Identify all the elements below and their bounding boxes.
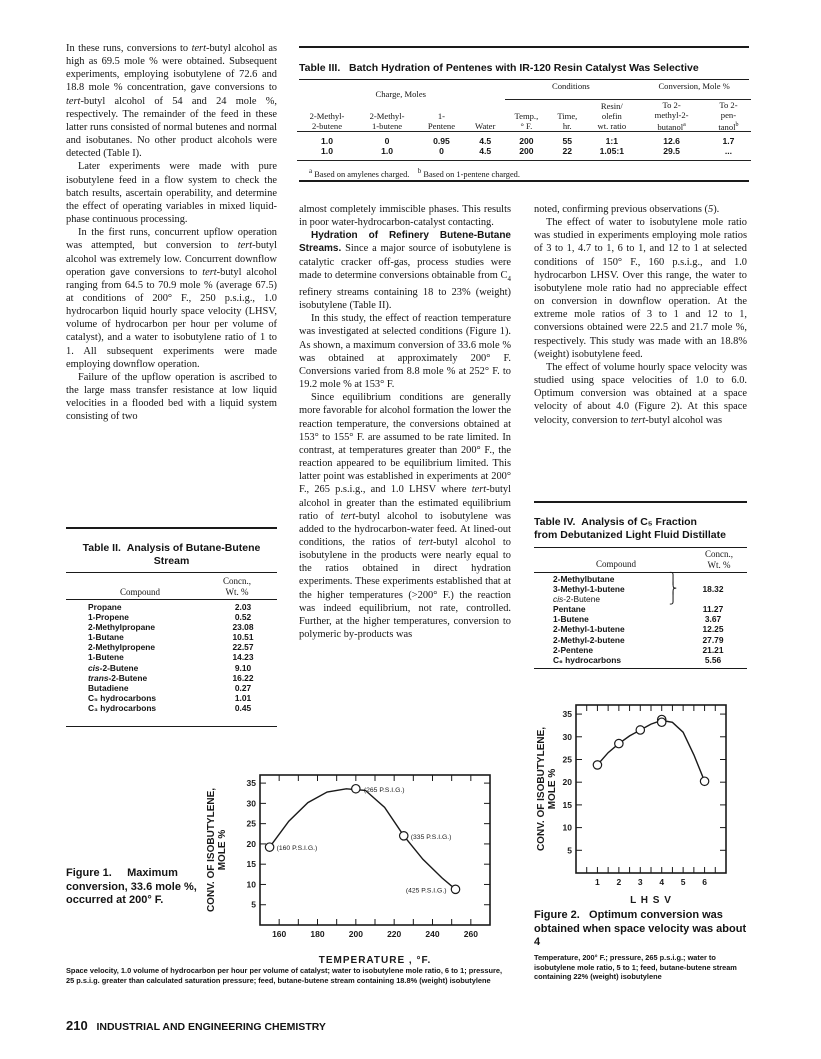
y-tick-label: 5	[251, 899, 256, 910]
data-point	[400, 832, 408, 840]
table3-col-header: To 2- pen- tanol$^b$	[718, 99, 739, 132]
table2-title-rule	[66, 572, 277, 573]
table3-header-row	[297, 99, 751, 132]
table4-top-rule	[534, 501, 747, 503]
compound-name: 1-Propene	[88, 612, 129, 623]
table-row	[553, 635, 743, 645]
series-line	[597, 720, 704, 781]
compound-name: cis-2-Butene	[553, 594, 601, 605]
table3-footnote-a: Based on amylenes charged.	[314, 170, 410, 180]
data-point	[700, 777, 708, 785]
concentration-value: 18.32	[702, 584, 724, 595]
figure2-footnote: Temperature, 200° F.; pressure, 265 p.s.i.g.; water to isobutylene mole ratio, 5 to 1; feed, butane-butene stream containing 22% (weight) isobutylene	[534, 953, 737, 981]
y-axis-label: CONV. OF ISOBUTYLENE,MOLE %	[206, 787, 228, 913]
table-row	[553, 614, 743, 624]
data-point	[265, 843, 273, 851]
table3-group-charge: Charge, Moles	[375, 89, 426, 99]
paragraph: Failure of the upflow operation is ascribed to the large mass transfer resistance at low liquid velocities in a flooded bed with a liquid system consisting of two	[66, 371, 277, 423]
x-tick-label: 6	[702, 877, 707, 887]
table-cell: 55	[562, 136, 573, 147]
figure1-caption	[66, 867, 206, 908]
table-cell: 29.5	[663, 146, 680, 157]
journal-name: INDUSTRIAL AND ENGINEERING CHEMISTRY	[96, 1021, 326, 1033]
table3-col-header: Time, hr.	[557, 111, 578, 132]
paragraph: In these runs, conversions to tert-butyl alcohol as high as 69.5 mole % were obtained. Subsequent experiments, employing isobutylene of 72.6 and 18.8 mole % concentration, gave conversions to tert-butyl alcohol of 54 and 24 mole %, respectively. The remainder of the feed in these latter runs consisted of normal butenes and normal and isobutanes. No other product alcohols were detected (Table I).	[66, 43, 277, 160]
table4-bottom-rule	[534, 668, 747, 669]
figure2-caption-label: Figure 2.	[534, 909, 580, 921]
y-axis-label: CONV. OF ISOBUTYLENE,MOLE %	[536, 726, 558, 852]
x-tick-label: 5	[680, 877, 686, 887]
compound-name: 1-Butane	[88, 632, 124, 643]
x-tick-label: 200	[348, 929, 363, 939]
table-cell: 4.5	[479, 136, 492, 147]
concentration-value: 3.67	[704, 614, 722, 625]
data-label: (335 P.S.I.G.)	[410, 833, 452, 841]
table3-body	[297, 136, 751, 161]
compound-name: Pentane	[553, 604, 586, 615]
table3-group-conversion: Conversion, Mole %	[637, 81, 751, 99]
data-point	[352, 785, 360, 793]
y-tick-label: 10	[562, 822, 572, 833]
concentration-value: 0.27	[234, 682, 252, 693]
paragraph: Since equilibrium conditions are generally more favorable for alcohol formation the lower the reaction temperature, the conversions obtained at 153° to 155° F. are assumed to be rate limited. In contrast, at temperatures greater than 200° F., the reaction appeared to be equilibrium limited. This latter point was established in experiments at 200° F., 265 p.s.i.g., and 1.0 LHSV where tert-butyl alcohol in greater than the estimated equilibrium ratio of tert-butyl alcohol to isobutylene was added to the hydrocarbon-water feed. At lined-out conditions, the ratios of tert-butyl alcohol to isobutylene in the products were nearly equal to the ratios obtained in direct hydration experiments. These experiments established that at the higher temperatures (>200° F.) the reaction was indeed equilibrium, not rate, controlled. Further, at the higher temperatures, conversion to polymeric by-products was	[299, 392, 512, 641]
table-row	[553, 594, 743, 604]
table-cell: 200	[519, 136, 534, 147]
concentration-value: 5.56	[704, 654, 722, 665]
table-row	[88, 632, 268, 642]
x-tick-label: 3	[637, 877, 643, 887]
x-tick-label: 240	[425, 929, 440, 939]
x-axis-label: TEMPERATURE , °F.	[318, 955, 432, 965]
table-cell: 1.0	[381, 146, 394, 157]
y-tick-label: 25	[562, 754, 572, 765]
table-row	[88, 683, 268, 693]
table-row	[553, 655, 743, 665]
figure2-caption	[534, 909, 748, 950]
paragraph: The effect of volume hourly space velocity was studied using space velocities of 1.0 to 6.0. Optimum conversion was obtained at a space velocity of about 4.0 (Figure 2). At this space velocity, conversion to tert-butyl alcohol was	[534, 361, 747, 426]
page-number: 210	[66, 1018, 88, 1033]
table-row	[88, 642, 268, 652]
compound-name: Butadiene	[88, 682, 129, 693]
table-row	[88, 612, 268, 622]
concentration-value: 10.51	[232, 632, 254, 643]
compound-name: 2-Methylbutane	[553, 574, 615, 584]
table-cell: 4.5	[479, 146, 492, 157]
table3-footnote-b: Based on 1-pentene charged.	[423, 170, 520, 180]
table-cell: 1.0	[321, 146, 333, 157]
x-axis-label: L H S V	[630, 895, 672, 906]
compound-name: 2-Pentene	[553, 644, 594, 655]
y-tick-label: 20	[562, 777, 572, 788]
compound-name: C₆ hydrocarbons	[553, 654, 622, 665]
concentration-value: 23.08	[232, 622, 254, 633]
compound-name: trans-2-Butene	[88, 672, 148, 683]
x-tick-label: 260	[463, 929, 478, 939]
compound-name: 2-Methyl-2-butene	[553, 634, 625, 645]
x-tick-label: 220	[387, 929, 402, 939]
concentration-value: 14.23	[232, 652, 254, 663]
table-cell: ...	[724, 146, 733, 157]
table2-bottom-rule	[66, 726, 277, 727]
table3-footnotes: $^a$ Based on amylenes charged. $^b$ Based on 1-pentene charged.	[309, 167, 520, 180]
data-point	[593, 761, 601, 769]
concentration-value: 1.01	[234, 692, 252, 703]
y-tick-label: 35	[562, 709, 572, 720]
table-cell: 1.05:1	[599, 146, 625, 157]
compound-name: C₅ hydrocarbons	[88, 692, 157, 703]
y-tick-label: 35	[246, 778, 256, 789]
table4-title-line2: from Debutanized Light Fluid Distillate	[534, 529, 726, 541]
compound-name: 3-Methyl-1-butene	[553, 584, 625, 595]
table-cell: 1.0	[321, 136, 333, 147]
table3-group-conditions: Conditions	[505, 81, 638, 99]
concentration-value: 12.25	[702, 624, 724, 635]
concentration-value: 16.22	[232, 672, 254, 683]
table3-top-rule	[299, 46, 749, 48]
table-cell: 1:1	[605, 136, 619, 147]
y-tick-label: 25	[246, 818, 256, 829]
compound-name: Propane	[88, 602, 122, 612]
table-cell: 22	[562, 146, 573, 157]
data-point	[451, 885, 459, 893]
data-label: (425 P.S.I.G.)	[405, 887, 447, 895]
y-tick-label: 15	[562, 799, 572, 810]
table3-col-header: 2-Methyl- 2-butene	[309, 111, 345, 132]
table4-col-conc: Concn., Wt. %	[705, 549, 733, 570]
table-row	[88, 693, 268, 703]
table2-col-compound: Compound	[119, 587, 160, 597]
table-row	[88, 652, 268, 662]
table-row	[297, 136, 751, 146]
data-point	[658, 718, 666, 726]
table2-header-rule	[66, 599, 277, 600]
table3	[297, 81, 751, 179]
table3-col-header: 1- Pentene	[427, 111, 456, 132]
table3-bottom-rule	[299, 180, 749, 182]
concentration-value: 11.27	[702, 604, 724, 615]
figure1-caption-text: Maximum conversion, 33.6 mole %, occurred at 200° F.	[66, 867, 197, 906]
table-row	[297, 146, 751, 156]
table-cell: 200	[519, 146, 534, 157]
brace-mark: ⎬	[669, 583, 678, 596]
table-row	[553, 624, 743, 634]
paragraph: almost completely immiscible phases. This results in poor water-hydrocarbon-catalyst contacting.	[299, 204, 511, 229]
figure1-caption-label: Figure 1.	[66, 867, 112, 879]
concentration-value: 0.45	[234, 702, 252, 713]
compound-name: 1-Butene	[88, 652, 124, 663]
paragraph: The effect of water to isobutylene mole ratio was studied in experiments employing mole ratios of 3 to 1, 4.7 to 1, 6 to 1, and 12 to 1 at selected conditions of 150° F., 160 p.s.i.g., and 1.0 hydrocarbon LHSV. Over this range, the water to isobutylene mole ratio had no appreciable effect on conversion in downflow operation. At the extreme mole ratios of 3 to 1 and 12 to 1, conversions obtained were 22.5 and 21.7 mole %, respectively. This study was made with an 18.8% (weight) isobutylene feed.	[534, 217, 747, 360]
table-row	[88, 602, 268, 612]
table-cell: 0.95	[433, 136, 450, 147]
table4-title-rule	[534, 547, 747, 548]
y-tick-label: 30	[246, 798, 256, 809]
page-footer	[66, 1018, 326, 1033]
table3-grid	[297, 81, 751, 161]
table-row	[553, 604, 743, 614]
x-tick-label: 180	[310, 929, 325, 939]
data-point	[636, 726, 644, 734]
table3-col-header: 2-Methyl- 1-butene	[369, 111, 405, 132]
table4-header-rule	[534, 572, 747, 573]
x-tick-label: 2	[616, 877, 622, 887]
table-cell: 0	[384, 136, 390, 147]
y-tick-label: 15	[246, 859, 256, 870]
table3-label: Table III.	[299, 62, 341, 74]
left-column-text	[66, 42, 277, 424]
table-row	[88, 622, 268, 632]
brace-mark: ⎫	[669, 573, 678, 585]
table3-title-rule	[299, 79, 749, 80]
paragraph: Later experiments were made with pure isobutylene feed in a flow system to check the batch results, ascertain operability, and determine the effect of operating variables in mixed liquid-phase continuous processing.	[66, 161, 277, 226]
table-row	[88, 663, 268, 673]
figure2-caption-text: Optimum conversion was obtained when space velocity was about 4	[534, 909, 747, 948]
table-cell: 0	[439, 146, 444, 157]
table-row	[553, 574, 743, 584]
table-row	[88, 673, 268, 683]
table2-label: Table II.	[82, 542, 121, 554]
table3-col-header: Temp., ° F.	[514, 111, 539, 132]
compound-name: cis-2-Butene	[88, 662, 139, 673]
concentration-value: 2.03	[234, 602, 252, 612]
y-tick-label: 20	[246, 838, 256, 849]
table2-title-line2: Stream	[153, 555, 190, 567]
figure2-chart	[534, 685, 754, 910]
compound-name: 1-Butene	[553, 614, 589, 625]
table3-col-header: Water	[475, 121, 496, 132]
paragraph: noted, confirming previous observations (5).	[534, 204, 720, 215]
table2-title	[66, 542, 277, 568]
figure1-footnote: Space velocity, 1.0 volume of hydrocarbon per hour per volume of catalyst; water to isobutylene mole ratio, 6 to 1; pressure, 25 p.s.i.g. greater than calculated saturation pressure; feed, butane-butene stream containing 18.8% (weight) isobutylene	[66, 966, 503, 985]
x-tick-label: 1	[595, 877, 600, 887]
paragraph: In the first runs, concurrent upflow operation was attempted, but conversion to tert-butyl alcohol was extremely low. Concurrent downflow operation gave conversions to tert-butyl alcohol ranging from 64.5 to 70.9 mole % (average 67.5) at conditions of 200° F., 250 p.s.i.g., 1.0 hydrocarbon liquid hourly space velocity (LHSV, volume of hydrocarbon per hour per volume of catalyst), and a water to isobutylene ratio of 1 to 1. All subsequent experiments were made employing downflow operation.	[66, 227, 277, 370]
compound-name: 2-Methylpropane	[88, 622, 156, 633]
table4-title-line1: Analysis of C₅ Fraction	[581, 516, 697, 528]
table2-top-rule	[66, 527, 277, 529]
concentration-value: 22.57	[232, 642, 254, 653]
table-row	[553, 645, 743, 655]
table2-col-conc: Concn., Wt. %	[223, 576, 251, 597]
concentration-value: 9.10	[234, 662, 252, 673]
data-label: (160 P.S.I.G.)	[276, 845, 318, 853]
compound-name: 2-Methyl-1-butene	[553, 624, 625, 635]
data-point	[615, 739, 623, 747]
table-row	[553, 584, 743, 594]
table4-col-compound: Compound	[595, 559, 636, 569]
table4-body	[553, 574, 743, 665]
concentration-value	[683, 574, 743, 584]
figure1-chart	[200, 755, 520, 965]
x-tick-label: 4	[659, 877, 665, 887]
table3-title	[299, 62, 759, 75]
table-cell: 1.7	[722, 136, 735, 147]
y-tick-label: 30	[562, 731, 572, 742]
table3-col-header: To 2- methyl-2- butanol$^a$	[654, 99, 689, 132]
table3-title-text: Batch Hydration of Pentenes with IR-120 Resin Catalyst Was Selective	[349, 62, 699, 74]
right-column-text	[534, 203, 747, 427]
table4-label: Table IV.	[534, 516, 576, 528]
table-row	[88, 703, 268, 713]
middle-column-text	[299, 203, 511, 641]
paragraph: In this study, the effect of reaction temperature was investigated at selected conditions (Figure 1). As shown, a maximum conversion of 33.6 mole % was obtained at approximately 200° F. Conversions varied from 8.8 mole % at 252° F. to 19.2 mole % at 153° F.	[299, 313, 511, 391]
table2-body	[88, 602, 268, 713]
compound-name: 2-Methylpropene	[88, 642, 156, 653]
table3-col-header: Resin/ olefin wt. ratio	[597, 101, 627, 132]
paragraph: Hydration of Refinery Butene-Butane Streams. Since a major source of isobutylene is catalytic cracker off-gas, process studies were made to determine conversions obtainable from $C_4$ refinery streams containing 18 to 23% (weight) isobutylene (Table II).	[299, 230, 511, 312]
plot-frame	[576, 705, 726, 873]
data-label: (265 P.S.I.G.)	[363, 786, 405, 794]
table-cell: 12.6	[663, 136, 680, 147]
compound-name: C₃ hydrocarbons	[88, 702, 157, 713]
concentration-value: 21.21	[702, 644, 724, 655]
concentration-value	[683, 594, 743, 604]
x-tick-label: 160	[272, 929, 287, 939]
concentration-value: 27.79	[702, 634, 724, 645]
table2-title-line1: Analysis of Butane-Butene	[126, 542, 261, 554]
y-tick-label: 5	[567, 845, 572, 856]
y-tick-label: 10	[246, 879, 256, 890]
concentration-value: 0.52	[234, 612, 252, 623]
table4-title	[534, 516, 754, 542]
brace-mark: ⎭	[669, 593, 678, 606]
